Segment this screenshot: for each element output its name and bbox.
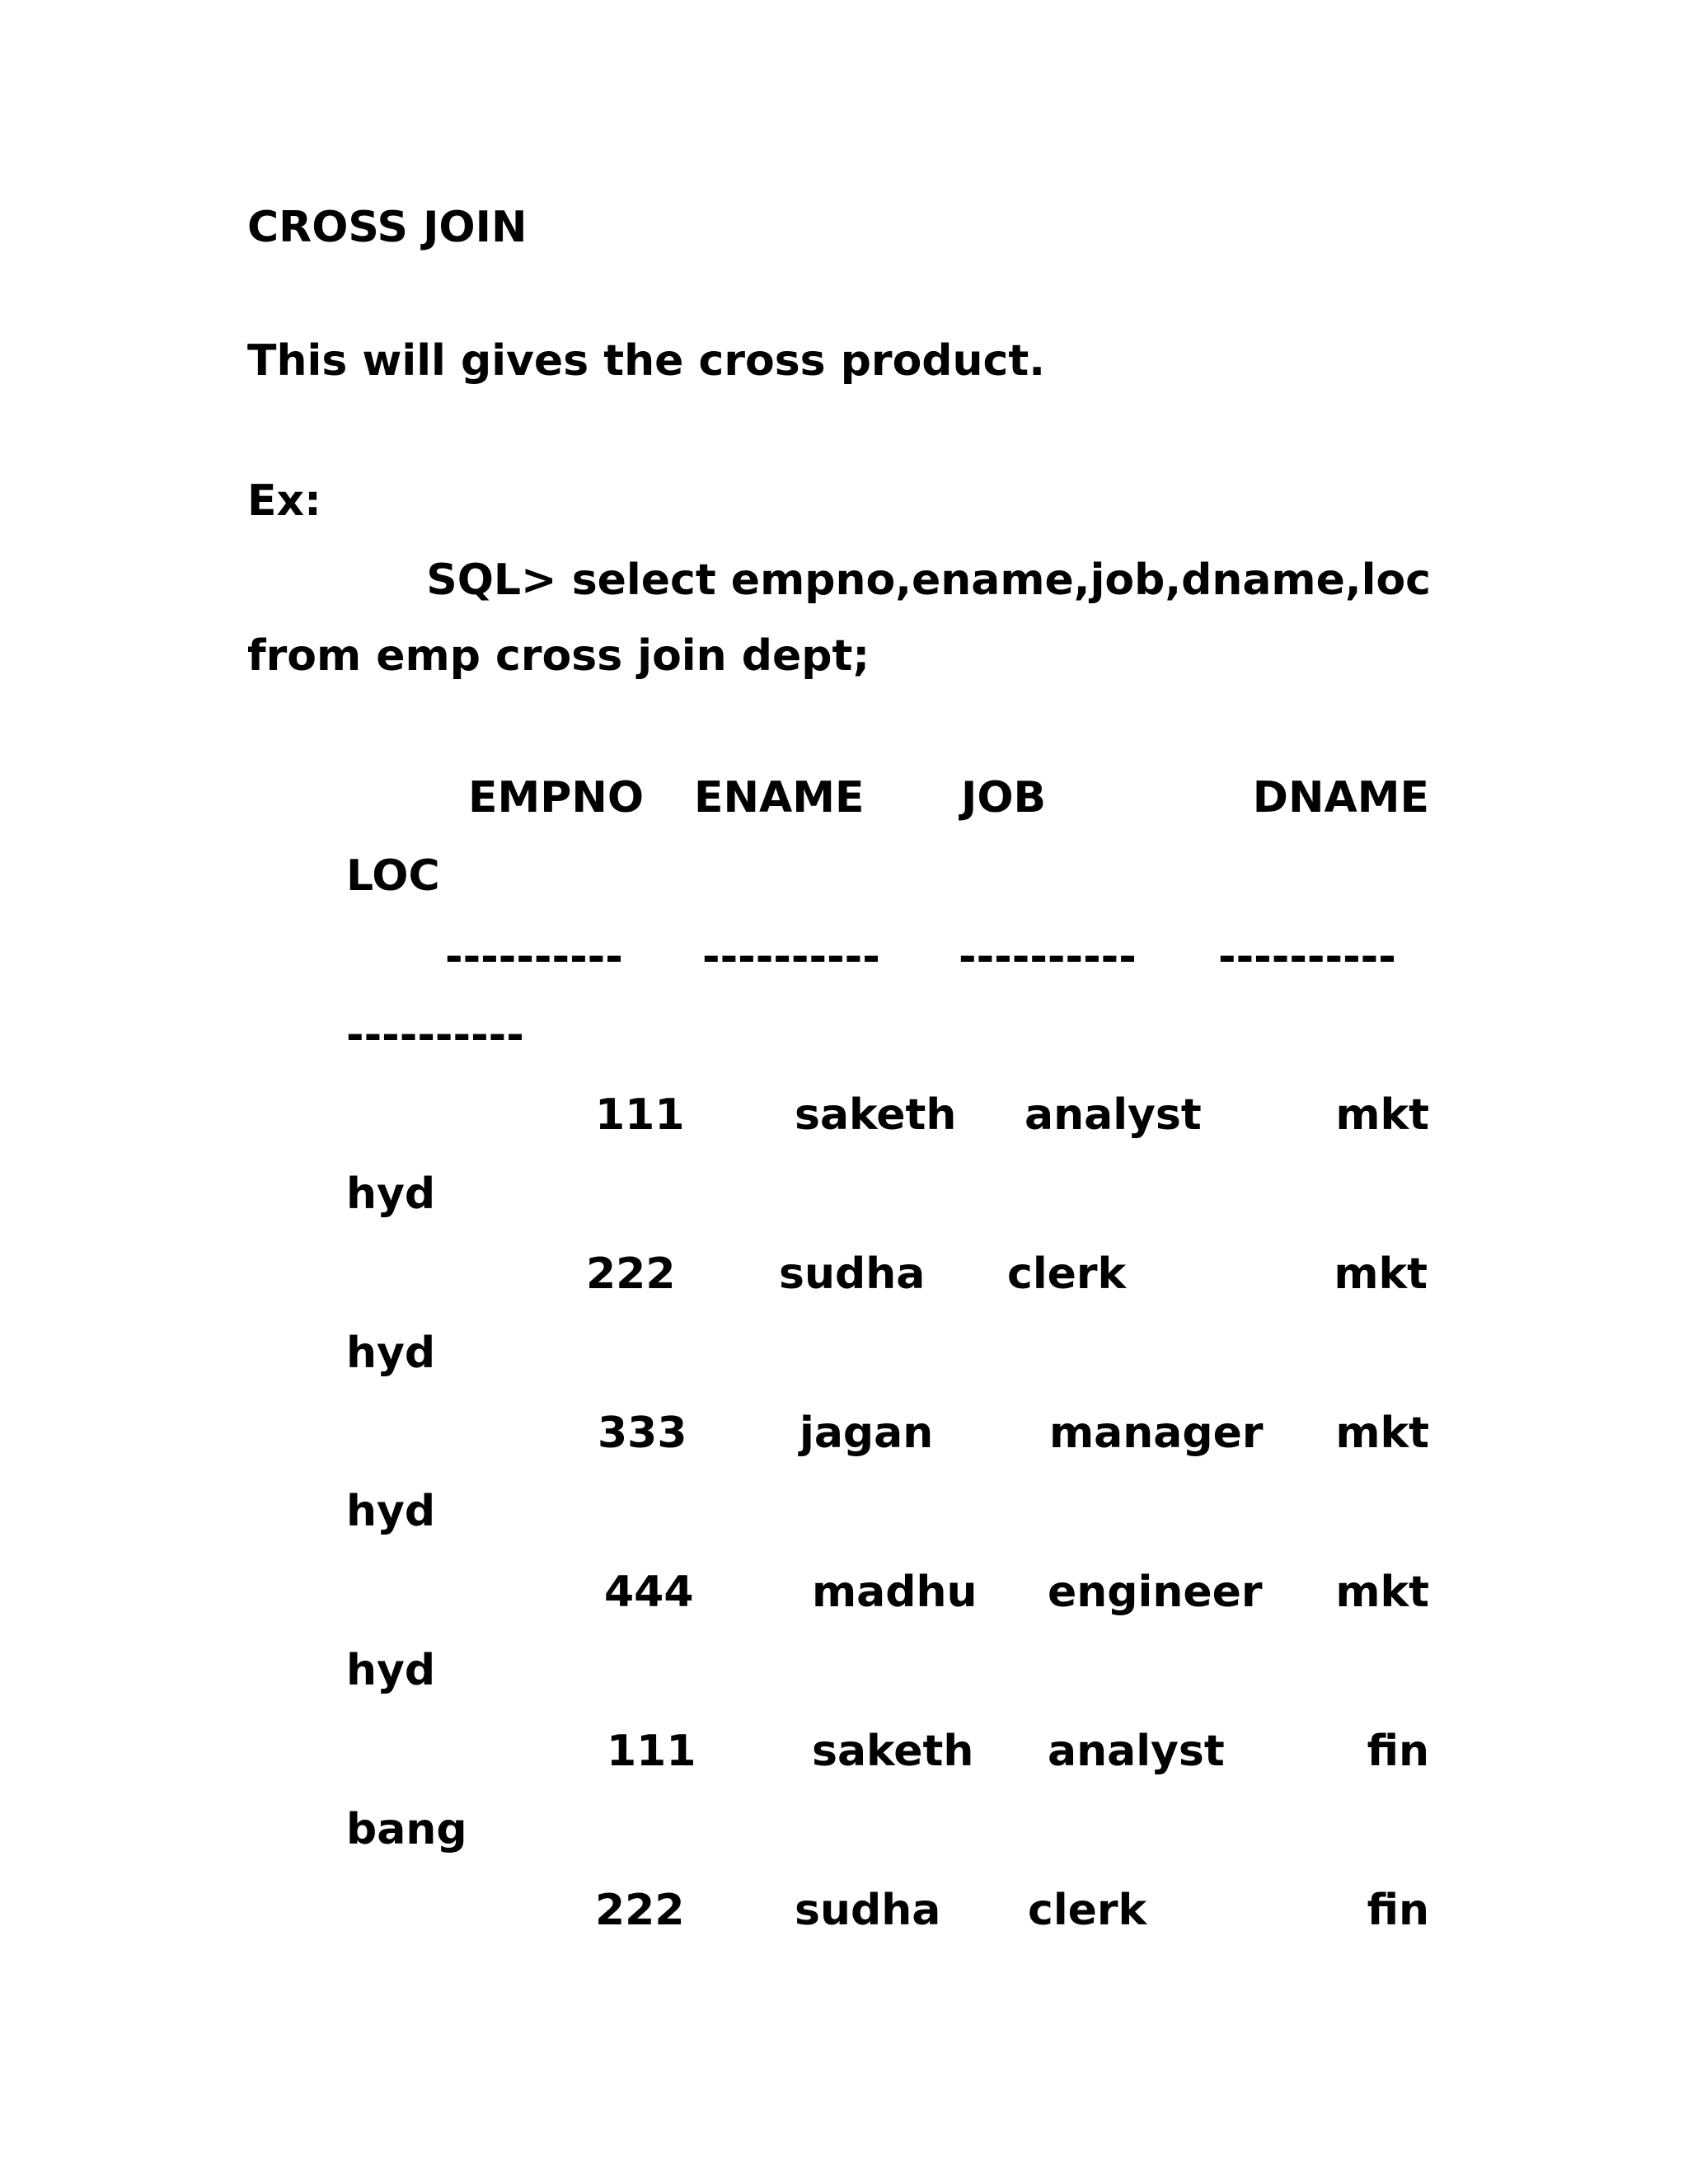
column-header-dname: DNAME <box>1252 773 1429 823</box>
cell-job: clerk <box>1028 1886 1147 1935</box>
cell-dname: mkt <box>1334 1249 1428 1299</box>
cell-empno: 111 <box>607 1727 696 1776</box>
cell-ename: sudha <box>779 1249 926 1299</box>
cell-empno: 222 <box>595 1886 685 1935</box>
cell-job: analyst <box>1048 1727 1225 1776</box>
cell-job: analyst <box>1025 1090 1202 1140</box>
cell-loc: hyd <box>346 1169 436 1219</box>
column-header-job: JOB <box>961 773 1047 823</box>
cell-ename: madhu <box>812 1568 978 1617</box>
column-header-ename: ENAME <box>694 773 865 823</box>
cell-dname: fin <box>1367 1886 1429 1935</box>
cell-ename: saketh <box>795 1090 957 1140</box>
cell-ename: jagan <box>799 1408 934 1458</box>
sql-query-line-2: from emp cross join dept; <box>247 631 870 681</box>
cell-dname: mkt <box>1335 1568 1429 1617</box>
description-text: This will gives the cross product. <box>247 336 1045 386</box>
column-header-empno: EMPNO <box>468 773 645 823</box>
cell-loc: hyd <box>346 1329 436 1378</box>
cell-dname: mkt <box>1335 1090 1429 1140</box>
page-title: CROSS JOIN <box>247 203 528 252</box>
example-label: Ex: <box>247 476 321 526</box>
cell-empno: 222 <box>586 1249 676 1299</box>
cell-dname: fin <box>1367 1727 1429 1776</box>
cell-empno: 111 <box>595 1090 685 1140</box>
cell-empno: 444 <box>604 1568 694 1617</box>
cell-job: manager <box>1049 1408 1264 1458</box>
cell-loc: bang <box>346 1805 467 1854</box>
cell-empno: 333 <box>598 1408 687 1458</box>
cell-job: engineer <box>1048 1568 1263 1617</box>
cell-dname: mkt <box>1335 1408 1429 1458</box>
cell-job: clerk <box>1007 1249 1127 1299</box>
cell-loc: hyd <box>346 1487 436 1536</box>
sql-query-line-1: SQL> select empno,ename,job,dname,loc <box>426 555 1431 605</box>
cell-loc: hyd <box>346 1646 436 1695</box>
column-header-loc: LOC <box>346 851 440 901</box>
cell-ename: saketh <box>812 1727 974 1776</box>
cell-ename: sudha <box>795 1886 941 1935</box>
separator-dname: ---------- <box>1218 932 1396 982</box>
separator-ename: ---------- <box>702 932 880 982</box>
separator-job: ---------- <box>959 932 1137 982</box>
separator-empno: ---------- <box>445 932 623 982</box>
separator-loc: ---------- <box>346 1010 524 1060</box>
